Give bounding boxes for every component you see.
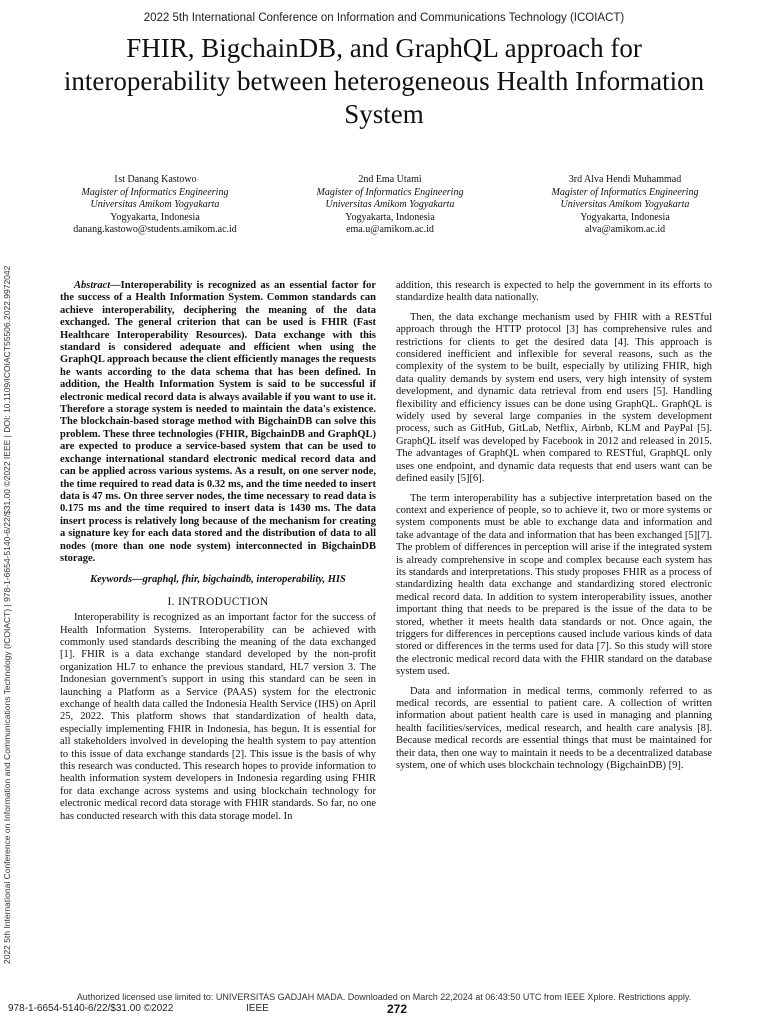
author-institution: Universitas Amikom Yogyakarta bbox=[325, 199, 455, 210]
author-location: Yogyakarta, Indonesia bbox=[345, 211, 435, 223]
author-email[interactable]: danang.kastowo@students.amikom.ac.id bbox=[73, 224, 237, 235]
abstract bbox=[60, 280, 376, 565]
author-block bbox=[40, 174, 740, 237]
page-number: 272 bbox=[386, 1002, 408, 1016]
author-1 bbox=[40, 174, 270, 237]
author-3 bbox=[510, 174, 740, 237]
license-notice: Authorized licensed use limited to: UNIVERSITAS GADJAH MADA. Downloaded on March 22,2024 at 06:43:50 UTC from IEEE Xplore. Restrictions apply. bbox=[76, 992, 692, 1002]
side-metadata-strip bbox=[2, 265, 14, 976]
author-email[interactable]: alva@amikom.ac.id bbox=[584, 224, 666, 235]
author-institution: Universitas Amikom Yogyakarta bbox=[90, 199, 220, 210]
body-paragraph: Then, the data exchange mechanism used by FHIR with a RESTful approach through the HTTP protocol [3] has comprehensive rules and restrictions for clients to get the desired data [4]. This approach is considered inefficient and inflexible for several reasons, such as the complexity of the system to be built, especially by utilizing FHIR, high data quality demands by system end users, very high intensity of system development, and dynamic data retrieval from end users [5]. Handling flexibility and efficiency issues can be done using GraphQL. GraphQL is widely used by several large companies in the system development process, such as GitHub, GitLab, Netflix, Airbnb, KLM and PayPal [5]. GraphQL itself was developed by Facebook in 2012 and released in 2015. The advantages of GraphQL when compared to RESTful, GraphQL only uses one endpoint, and dynamic data requests that end users want can be defined easily [5][6]. bbox=[396, 311, 712, 485]
right-column bbox=[396, 280, 712, 772]
author-affiliation: Magister of Informatics Engineering bbox=[316, 186, 464, 198]
author-name: 3rd Alva Hendi Muhammad bbox=[568, 174, 682, 185]
side-metadata-text: 2022 5th International Conference on Information and Communications Technology (ICOIACT) | 978-1-6654-5140-6/22/$31.00 ©2022 IEEE | DOI: 10.1109/ICOIACT55506.2022.9972042 bbox=[2, 265, 12, 964]
body-paragraph: Data and information in medical terms, commonly referred to as medical records, are essential to patient care. A collection of written information about patient health care is used in managing and planning health facilities/services, medical research, and health care analysis [8]. Because medical records are essential things that must be maintained for their data, then one way to maintain it needs to be a decentralized database system, one of which uses blockchain technology (BigchainDB) [9]. bbox=[396, 685, 712, 772]
keywords: Keywords—graphql, fhir, bigchaindb, interoperability, HIS bbox=[90, 574, 346, 586]
isbn-line: 978-1-6654-5140-6/22/$31.00 ©2022 bbox=[8, 1003, 174, 1014]
left-column bbox=[60, 280, 376, 823]
abstract-label: Abstract bbox=[74, 280, 111, 291]
body-paragraph: The term interoperability has a subjective interpretation based on the context and experience of people, so to achieve it, two or more systems or system components must be able to exchange data and information and take advantage of the data and information that has been exchanged [5][7]. The problem of differences in perception will arise if the integrated system is already comprehensive in scope and complex because each system has its standards and interpretations. This study proposes FHIR as a process of standardizing health data exchange and standardizing stored electronic medical record data. In addition to system interoperability issues, another important thing that needs to be prepared is the issue of the data to be stored, whether it meets health data standards or not. Once again, the triggers for differences in perceptions caused include various kinds of data stored or differences in the terms used for data [7]. So this study will store the electronic medical record data with the FHIR standard on the database system used. bbox=[396, 492, 712, 678]
author-affiliation: Magister of Informatics Engineering bbox=[551, 186, 699, 198]
intro-paragraph: Interoperability is recognized as an important factor for the success of Health Information Systems. Interoperability can be achieved with commonly used standards describing the meaning of the data exchanged [1]. FHIR is a data exchange standard developed by the non-profit organization HL7 to enhance the previous standard, HL7 version 3. The Indonesian government's support in using this standard can be seen in launching a Platform as a Service (PAAS) system for the electronic exchange of health data called the Indonesia Health Service (IHS) on April 25, 2022. This platform shows that standardization of health data, especially implementing FHIR in Indonesia, has begun. It is essential for all stakeholders involved in developing the health system to pay attention to this issue of data exchange standards [2]. This issue is the basis of why this research was conducted. This research hopes to provide information to health information system developers in Indonesia regarding using FHIR for data exchange across systems and using blockchain technology for electronic medical record data storage with FHIR standards. So far, no one has conducted research with this data storage model. In bbox=[60, 612, 376, 822]
author-affiliation: Magister of Informatics Engineering bbox=[81, 186, 229, 198]
body-paragraph: addition, this research is expected to help the government in its efforts to standardize health data nationally. bbox=[396, 280, 712, 304]
author-2 bbox=[275, 174, 505, 237]
abstract-text: —Interoperability is recognized as an essential factor for the success of a Health Information System. Common standards can achieve interoperability, deciphering the meaning of the data exchanged. The general criterion that can be used is FHIR (Fast Healthcare Interoperability Resources). Data exchange with this standard is considered adequate and efficient when using the GraphQL approach because the client efficiently manages the requests he wants according to the data schema that has been defined. In addition, the Health Information System is said to be successful if electronic medical record data is always available if you want to use it. Therefore a storage system is needed to maintain the data's existence. The blockchain-based storage method with BigchainDB can solve this problem. These three technologies (FHIR, BigchainDB and GraphQL) are expected to produce a service-based system that can be used to exchange international standard electronic medical record data and can be applied across various systems. As a result, on one server node, the time required to read data is 0.32 ms, and the time needed to insert data is 47 ms. On three server nodes, the time necessary to read data is 0.175 ms and the time required to insert data is 1430 ms. The data insert process is relatively long because of the mechanism for creating a signature key for each data stored and the distribution of data to all nodes (more than one node system) interconnected in BigchainDB storage. bbox=[60, 280, 376, 564]
author-name: 2nd Ema Utami bbox=[358, 174, 422, 185]
paper-title: FHIR, BigchainDB, and GraphQL approach for interoperability between heterogeneous Health Information System bbox=[63, 33, 705, 129]
author-name: 1st Danang Kastowo bbox=[113, 174, 197, 185]
section-heading-introduction: I. INTRODUCTION bbox=[167, 595, 269, 608]
author-location: Yogyakarta, Indonesia bbox=[580, 211, 670, 223]
ieee-label: IEEE bbox=[246, 1003, 269, 1014]
author-email[interactable]: ema.u@amikom.ac.id bbox=[346, 224, 434, 235]
conference-header: 2022 5th International Conference on Information and Communications Technology (ICOIACT) bbox=[143, 12, 625, 24]
author-location: Yogyakarta, Indonesia bbox=[110, 211, 200, 223]
author-institution: Universitas Amikom Yogyakarta bbox=[560, 199, 690, 210]
